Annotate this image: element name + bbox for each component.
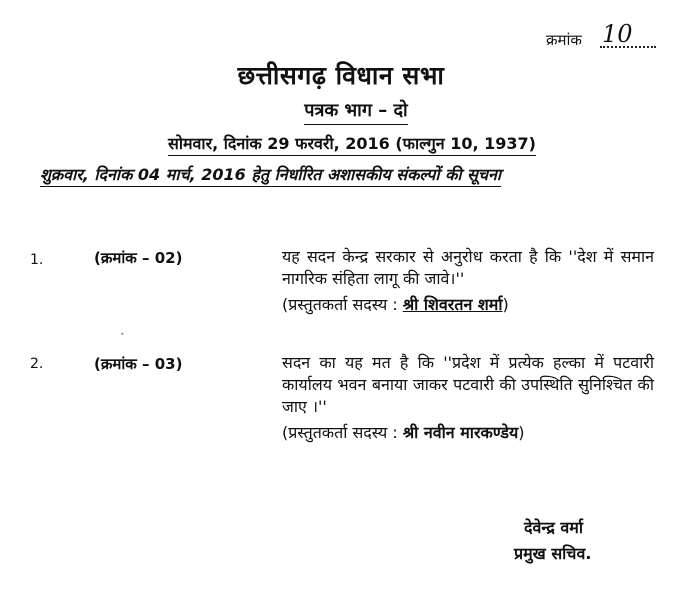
notice-heading [40,163,501,187]
serial-label: क्रमांक [546,31,582,49]
presenter-line [282,294,654,316]
resolution-text: सदन का यह मत है कि ''प्रदेश में प्रत्येक हल्का में पटवारी कार्यालय भवन बनाया जाकर पटवारी की उपस्थिति सुनिश्चित की जाए ।'' [282,353,654,416]
document-subtitle [0,98,682,125]
date-line [168,132,536,156]
serial-number-block [546,20,666,52]
date-text: सोमवार, दिनांक 29 फरवरी, 2016 (फाल्गुन 10, 1937) [168,132,536,156]
presenter-line [282,422,654,444]
item-reference: (क्रमांक – 03) [94,355,183,373]
item-number: 1. [30,252,44,268]
presenter-name: श्री शिवरतन शर्मा [402,295,503,314]
serial-number-handwritten: 10 [602,20,633,48]
presenter-label: (प्रस्तुतकर्ता सदस्य : [282,295,403,314]
subtitle-text: पत्रक भाग – दो [304,98,407,125]
scan-speck: • [120,330,125,339]
presenter-label: (प्रस्तुतकर्ता सदस्य : [282,423,403,442]
signatory-name: देवेन्द्र वर्मा [524,518,584,537]
notice-text: शुक्रवार, दिनांक 04 मार्च, 2016 हेतु निर्धारित अशासकीय संकल्पों की सूचना [40,163,501,187]
item-reference: (क्रमांक – 02) [94,249,183,267]
resolution-text: यह सदन केन्द्र सरकार से अनुरोध करता है कि ''देश में समान नागरिक संहिता लागू की जावे।'' [282,247,654,288]
presenter-close: ) [518,423,525,442]
resolution-item [282,352,654,444]
presenter-name: श्री नवीन मारकण्डेय [402,423,519,442]
serial-dotted-line [600,46,656,48]
document-title: छत्तीसगढ़ विधान सभा [237,61,445,90]
resolution-item [282,246,654,316]
presenter-close: ) [502,295,509,314]
item-number: 2. [30,356,44,372]
signatory-designation: प्रमुख सचिव. [514,544,592,563]
